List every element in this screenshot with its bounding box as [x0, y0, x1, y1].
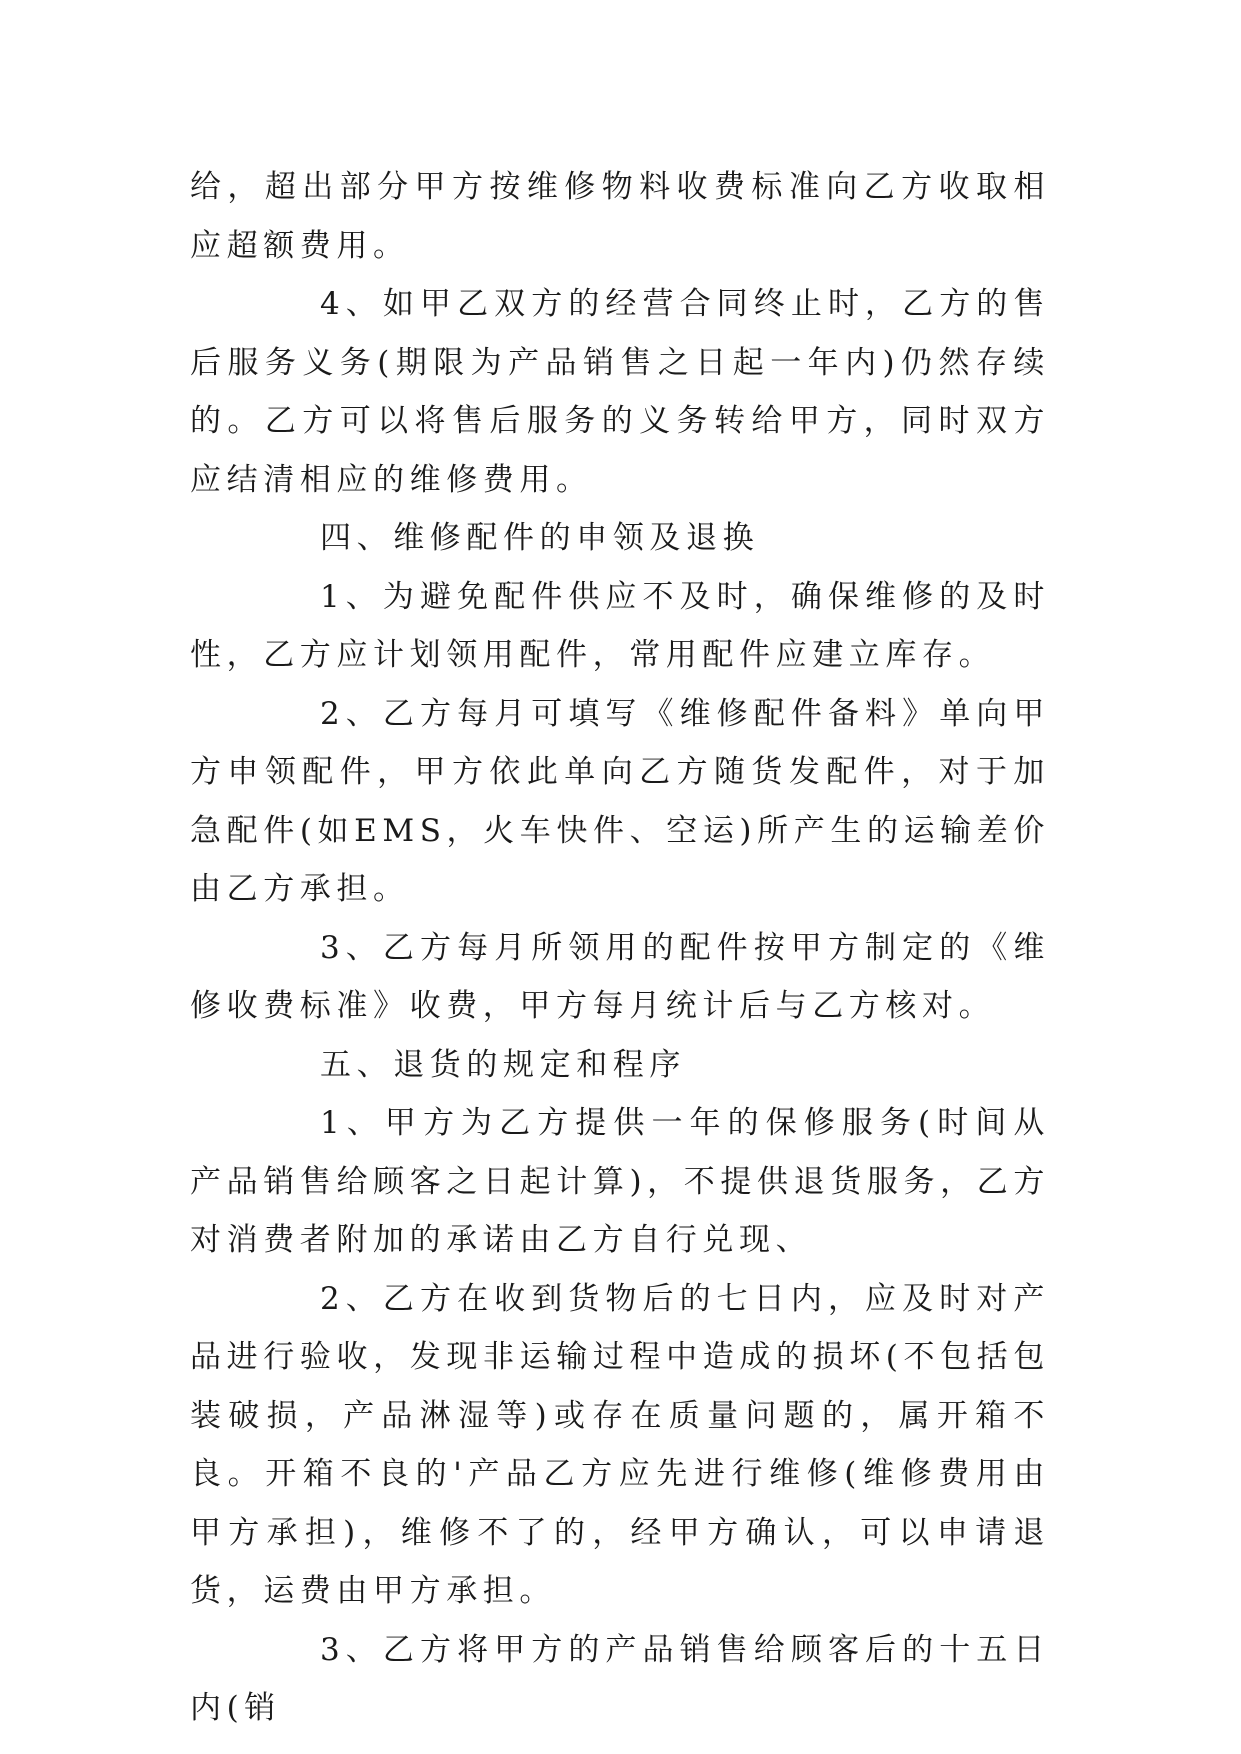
section-heading-4: 四、维修配件的申领及退换 [320, 520, 760, 556]
paragraph-parts-2: 2、乙方每月可填写《维修配件备料》单向甲方申领配件，甲方依此单向乙方随货发配件，对于加急配件(如EMS，火车快件、空运)所产生的运输差价由乙方承担。 [190, 695, 1050, 907]
paragraph-parts-3: 3、乙方每月所领用的配件按甲方制定的《维修收费标准》收费，甲方每月统计后与乙方核对。 [190, 929, 1050, 1024]
paragraph-clause-4: 4、如甲乙双方的经营合同终止时，乙方的售后服务义务(期限为产品销售之日起一年内)仍然存续的。乙方可以将售后服务的义务转给甲方，同时双方应结清相应的维修费用。 [190, 286, 1050, 498]
document-page [190, 158, 1050, 1738]
paragraph-return-1: 1、甲方为乙方提供一年的保修服务(时间从产品销售给顾客之日起计算)，不提供退货服务，乙方对消费者附加的承诺由乙方自行兑现、 [190, 1105, 1050, 1258]
paragraph-return-3: 3、乙方将甲方的产品销售给顾客后的十五日内(销 [190, 1631, 1050, 1726]
section-heading-5: 五、退货的规定和程序 [320, 1046, 686, 1083]
paragraph-parts-1: 1、为避免配件供应不及时，确保维修的及时性，乙方应计划领用配件，常用配件应建立库存。 [190, 578, 1050, 673]
paragraph-return-2: 2、乙方在收到货物后的七日内，应及时对产品进行验收，发现非运输过程中造成的损坏(不包括包装破损，产品淋湿等)或存在质量问题的，属开箱不良。开箱不良的'产品乙方应先进行维修(维修费用由甲方承担)，维修不了的，经甲方确认，可以申请退货，运费由甲方承担。 [190, 1280, 1050, 1609]
paragraph-continuation: 给，超出部分甲方按维修物料收费标准向乙方收取相应超额费用。 [190, 169, 1050, 264]
